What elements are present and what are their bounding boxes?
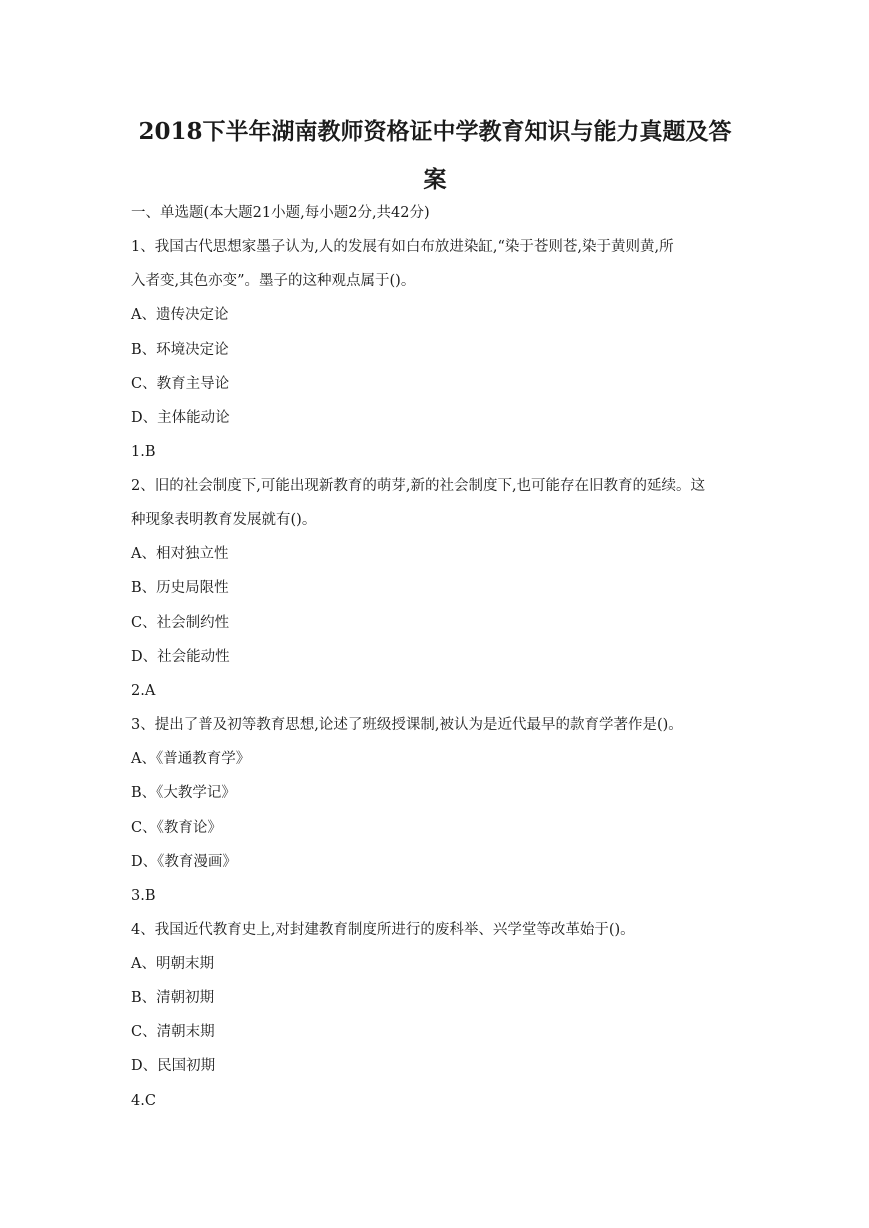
question-3-option-b: B、《大教学记》 (131, 785, 236, 801)
question-3-answer: 3.B (131, 888, 156, 904)
question-1-option-a: A、遗传决定论 (131, 307, 229, 323)
question-4-option-b: B、清朝初期 (131, 990, 215, 1006)
question-1-answer: 1.B (131, 444, 156, 460)
title-line-1: 2018下半年湖南教师资格证中学教育知识与能力真题及答 (138, 118, 732, 145)
question-1-stem-line-1: 1、我国古代思想家墨子认为,人的发展有如白布放进染缸,“染于苍则苍,染于黄则黄,所 (131, 239, 674, 255)
question-3-option-a: A、《普通教育学》 (131, 751, 251, 767)
question-4-option-c: C、清朝末期 (131, 1024, 215, 1040)
question-3-stem-line-1: 3、提出了普及初等教育思想,论述了班级授课制,被认为是近代最早的款育学著作是()。 (131, 717, 683, 733)
question-2-option-d: D、社会能动性 (131, 649, 230, 665)
question-4-option-d: D、民国初期 (131, 1058, 216, 1074)
question-4-option-a: A、明朝末期 (131, 956, 214, 972)
question-2-option-b: B、历史局限性 (131, 580, 229, 596)
title-line-2: 案 (423, 166, 447, 193)
question-4-answer: 4.C (131, 1093, 156, 1109)
question-4-stem-line-1: 4、我国近代教育史上,对封建教育制度所进行的废科举、兴学堂等改革始于()。 (131, 922, 635, 938)
question-3-option-d: D、《教育漫画》 (131, 854, 237, 870)
question-2-answer: 2.A (131, 683, 156, 699)
question-2-stem-line-1: 2、旧的社会制度下,可能出现新教育的萌芽,新的社会制度下,也可能存在旧教育的延续。这 (131, 478, 706, 494)
question-1-stem-line-2: 入者变,其色亦变”。墨子的这种观点属于()。 (131, 273, 416, 289)
document-title (100, 108, 770, 204)
section-heading: 一、单选题(本大题21小题,每小题2分,共42分) (131, 205, 430, 221)
question-1-option-b: B、环境决定论 (131, 342, 229, 358)
question-2-stem-line-2: 种现象表明教育发展就有()。 (131, 512, 317, 528)
question-1-option-d: D、主体能动论 (131, 410, 230, 426)
question-2-option-a: A、相对独立性 (131, 546, 229, 562)
question-1-option-c: C、教育主导论 (131, 376, 230, 392)
question-2-option-c: C、社会制约性 (131, 615, 230, 631)
question-3-option-c: C、《教育论》 (131, 820, 222, 836)
